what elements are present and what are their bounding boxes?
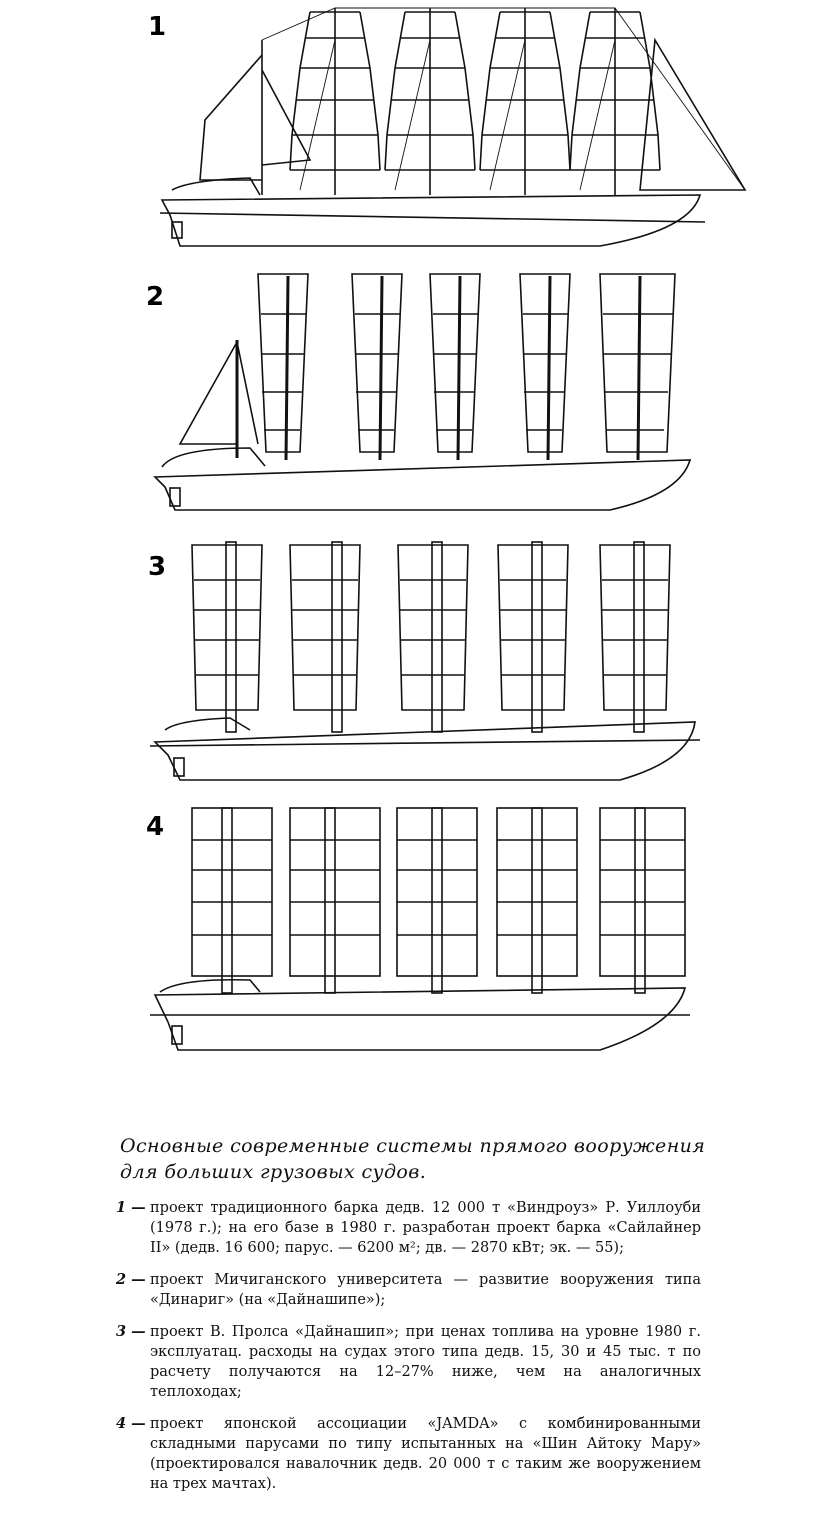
note-item [116, 1270, 701, 1310]
figure-3 [0, 530, 838, 792]
figure-2 [0, 262, 838, 524]
figure-number: 1 [148, 12, 167, 42]
note-text: проект Мичиганского университета — развитие вооружения типа «Динариг» (на «Дайнашипе»); [150, 1272, 701, 1308]
note-item [116, 1198, 701, 1258]
figure-number: 2 [146, 282, 165, 312]
figure-4 [0, 800, 838, 1070]
note-number: 3 — [116, 1323, 146, 1340]
note-number: 2 — [116, 1271, 146, 1288]
notes-list [116, 1198, 701, 1506]
figure-number: 4 [146, 812, 165, 842]
note-text: проект японской ассоциации «JAMDA» с комбинированными складными парусами по типу испытанных на «Шин Айтоку Мару» (проектировался навалочник дедв. 20 000 т с таким же вооружением на трех мачтах). [150, 1416, 701, 1492]
figure-1 [0, 0, 838, 260]
note-item [116, 1414, 701, 1494]
dynarig-michigan-drawing [0, 262, 838, 524]
note-item [116, 1322, 701, 1402]
note-number: 4 — [116, 1415, 146, 1432]
figure-caption: Основные современные системы прямого вооружения для больших грузовых судов. [120, 1135, 706, 1183]
note-text: проект традиционного барка дедв. 12 000 т «Виндроуз» Р. Уиллоуби (1978 г.); на его базе в 1980 г. разработан проект барка «Сайлайнер II» (дедв. 16 600; парус. — 6200 м²; дв. — 2870 кВт; эк. — 55); [150, 1200, 701, 1256]
dynaship-drawing [0, 530, 838, 792]
figure-number: 3 [148, 552, 167, 582]
jamda-drawing [0, 800, 838, 1070]
note-number: 1 — [116, 1199, 146, 1216]
bark-drawing [0, 0, 838, 260]
note-text: проект В. Пролса «Дайнашип»; при ценах топлива на уровне 1980 г. эксплуатац. расходы на судах этого типа дедв. 15, 30 и 45 тыс. т по расчету получаются на 12–27% ниже, чем на аналогичных теплоходах; [150, 1324, 701, 1400]
